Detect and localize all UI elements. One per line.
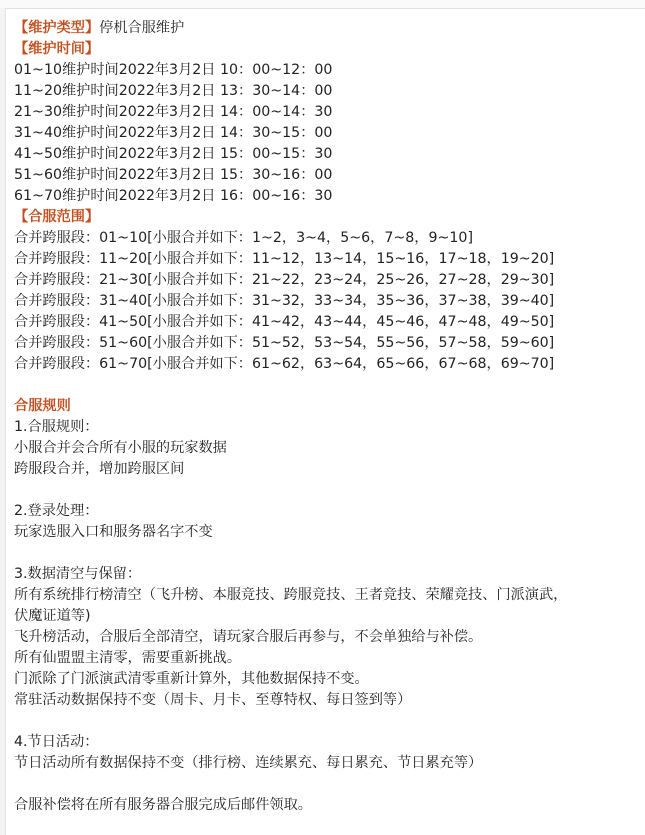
spacer [14,375,642,396]
announcement-content [14,18,642,816]
maintenance-time-line: 21~30维护时间2022年3月2日 14：00~14：30 [14,104,333,120]
rule-line: 小服合并会合所有小服的玩家数据 [14,440,227,456]
compensation-line: 合服补偿将在所有服务器合服完成后邮件领取。 [14,797,312,813]
maintenance-time-line: 41~50维护时间2022年3月2日 15：00~15：30 [14,146,333,162]
maintenance-time-line: 51~60维护时间2022年3月2日 15：30~16：00 [14,167,333,183]
maintenance-type-line [14,18,642,39]
window-top-border [0,0,645,9]
merge-scope-line: 合并跨服段：11~20[小服合并如下：11~12，13~14，15~16，17~18，19~20] [14,251,555,267]
spacer [14,480,642,501]
merge-scope-line: 合并跨服段：21~30[小服合并如下：21~22，23~24，25~26，27~28，29~30] [14,272,555,288]
rule-line: 节日活动所有数据保持不变（排行榜、连续累充、每日累充、节日累充等） [14,755,483,771]
spacer [14,711,642,732]
maintenance-time-line: 11~20维护时间2022年3月2日 13：30~14：00 [14,83,333,99]
rule-line: 所有系统排行榜清空（飞升榜、本服竞技、跨服竞技、王者竞技、荣耀竞技、门派演武， [14,587,568,603]
merge-rules-title: 1.合服规则： [14,419,99,435]
maintenance-type-value: 停机合服维护 [99,20,185,36]
maintenance-time-line: 61~70维护时间2022年3月2日 16：00~16：30 [14,188,333,204]
merge-scope-line: 合并跨服段：61~70[小服合并如下：61~62，63~64，65~66，67~68，69~70] [14,356,555,372]
maintenance-type-label: 【维护类型】 [14,20,100,36]
merge-scope-line: 合并跨服段：51~60[小服合并如下：51~52，53~54，55~56，57~58，59~60] [14,335,555,351]
rule-line: 跨服段合并，增加跨服区间 [14,461,185,477]
merge-scope-line: 合并跨服段：01~10[小服合并如下：1~2，3~4，5~6，7~8，9~10] [14,230,473,246]
login-title: 2.登录处理： [14,503,99,519]
rule-line: 玩家选服入口和服务器名字不变 [14,524,213,540]
rule-line: 飞升榜活动，合服后全部清空，请玩家合服后再参与，不会单独给与补偿。 [14,629,483,645]
rule-line: 伏魔证道等) [14,608,91,624]
merge-scope-heading: 【合服范围】 [14,209,100,225]
spacer [14,774,642,795]
maintenance-time-heading: 【维护时间】 [14,41,100,57]
merge-scope-line: 合并跨服段：41~50[小服合并如下：41~42，43~44，45~46，47~48，49~50] [14,314,555,330]
merge-scope-line: 合并跨服段：31~40[小服合并如下：31~32，33~34，35~36，37~38，39~40] [14,293,555,309]
rule-line: 常驻活动数据保持不变（周卡、月卡、至尊特权、每日签到等） [14,692,412,708]
data-title: 3.数据清空与保留： [14,566,142,582]
maintenance-time-line: 31~40维护时间2022年3月2日 14：30~15：00 [14,125,333,141]
merge-rules-heading: 合服规则 [14,398,71,414]
window-left-border [0,8,6,835]
rule-line: 门派除了门派演武清零重新计算外，其他数据保持不变。 [14,671,369,687]
festival-title: 4.节日活动： [14,734,99,750]
spacer [14,543,642,564]
maintenance-time-line: 01~10维护时间2022年3月2日 10：00~12：00 [14,62,333,78]
rule-line: 所有仙盟盟主清零，需要重新挑战。 [14,650,242,666]
